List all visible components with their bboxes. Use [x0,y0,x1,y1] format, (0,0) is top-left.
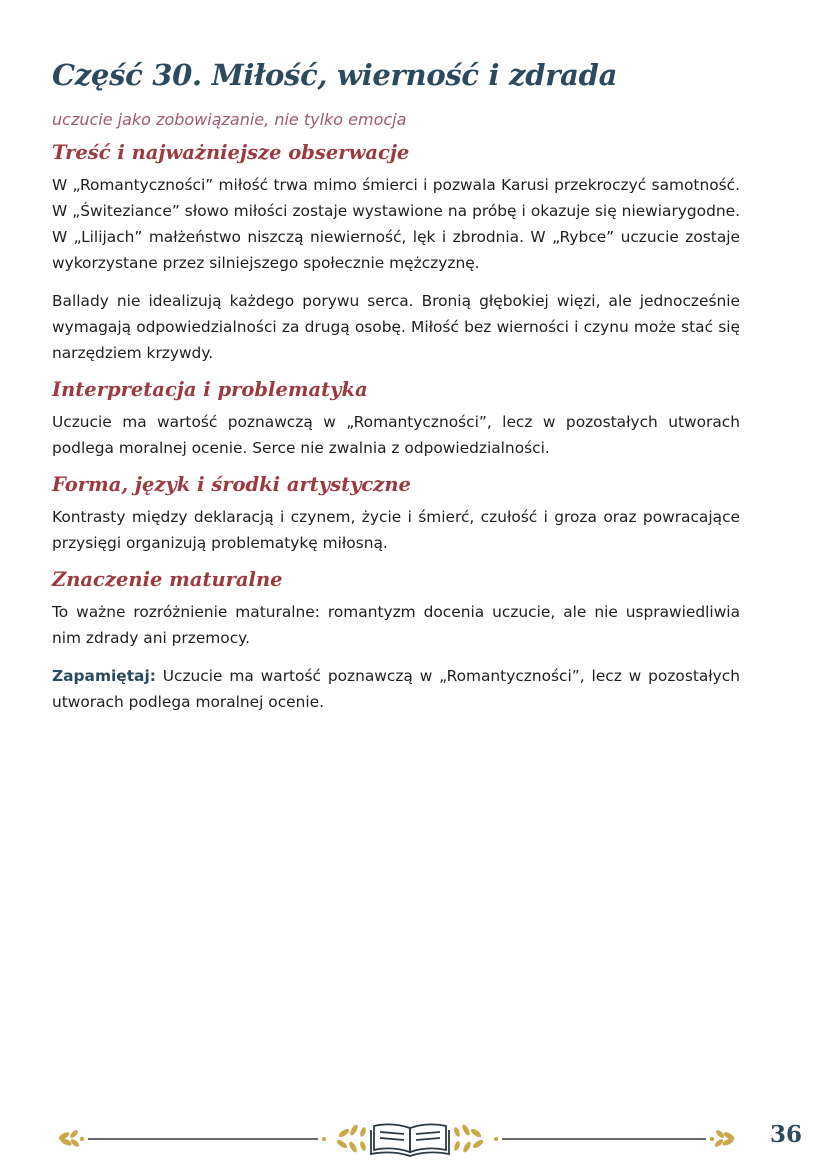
section-paragraph: Ballady nie idealizują każdego porywu serca. Bronią głębokiej więzi, ale jednocześnie wymagają odpowiedzialności za drugą osobę. Miłość bez wierności i czynu może stać się narzędziem krzywdy. [52,292,740,362]
section-paragraph: W „Romantyczności” miłość trwa mimo śmierci i pozwala Karusi przekroczyć samotność. W „Świteziance” słowo miłości zostaje wystawione na próbę i okazuje się niewiarygodne. W „Lilijach” małżeństwo niszczą niewierność, lęk i zbrodnia. W „Rybce” uczucie zostaje wykorzystane przez silniejszego społecznie mężczyznę. [52,176,740,272]
remember-text: Uczucie ma wartość poznawczą w „Romantyczności”, lecz w pozostałych utworach podlega moralnej ocenie. [52,667,740,711]
section-paragraph: Kontrasty między deklaracją i czynem, życie i śmierć, czułość i groza oraz powracające przysięgi organizują problematykę miłosną. [52,508,740,552]
laurel-right-icon [710,1129,736,1148]
footer-dot-left [322,1137,326,1141]
section-heading-content: Treść i najważniejsze obserwacje [52,141,410,164]
section-heading-interpretation: Interpretacja i problematyka [52,378,368,401]
page-title: Część 30. Miłość, wierność i zdrada [52,58,618,92]
laurel-left-icon [58,1129,85,1148]
section-heading-exam: Znaczenie maturalne [52,568,283,591]
footer-dot-right [494,1137,498,1141]
page-content [52,58,740,727]
page-subtitle: uczucie jako zobowiązanie, nie tylko emocja [52,110,407,129]
footer-ornament [52,1118,752,1158]
section-heading-form: Forma, język i środki artystyczne [52,473,411,496]
remember-note [52,663,740,715]
page-number: 36 [769,1121,802,1148]
remember-label: Zapamiętaj: [52,667,156,685]
open-book-icon [371,1124,449,1156]
section-paragraph: To ważne rozróżnienie maturalne: romantyzm docenia uczucie, ale nie usprawiedliwia nim zdrady ani przemocy. [52,603,740,647]
section-paragraph: Uczucie ma wartość poznawczą w „Romantyczności”, lecz w pozostałych utworach podlega moralnej ocenie. Serce nie zwalnia z odpowiedzialności. [52,413,740,457]
